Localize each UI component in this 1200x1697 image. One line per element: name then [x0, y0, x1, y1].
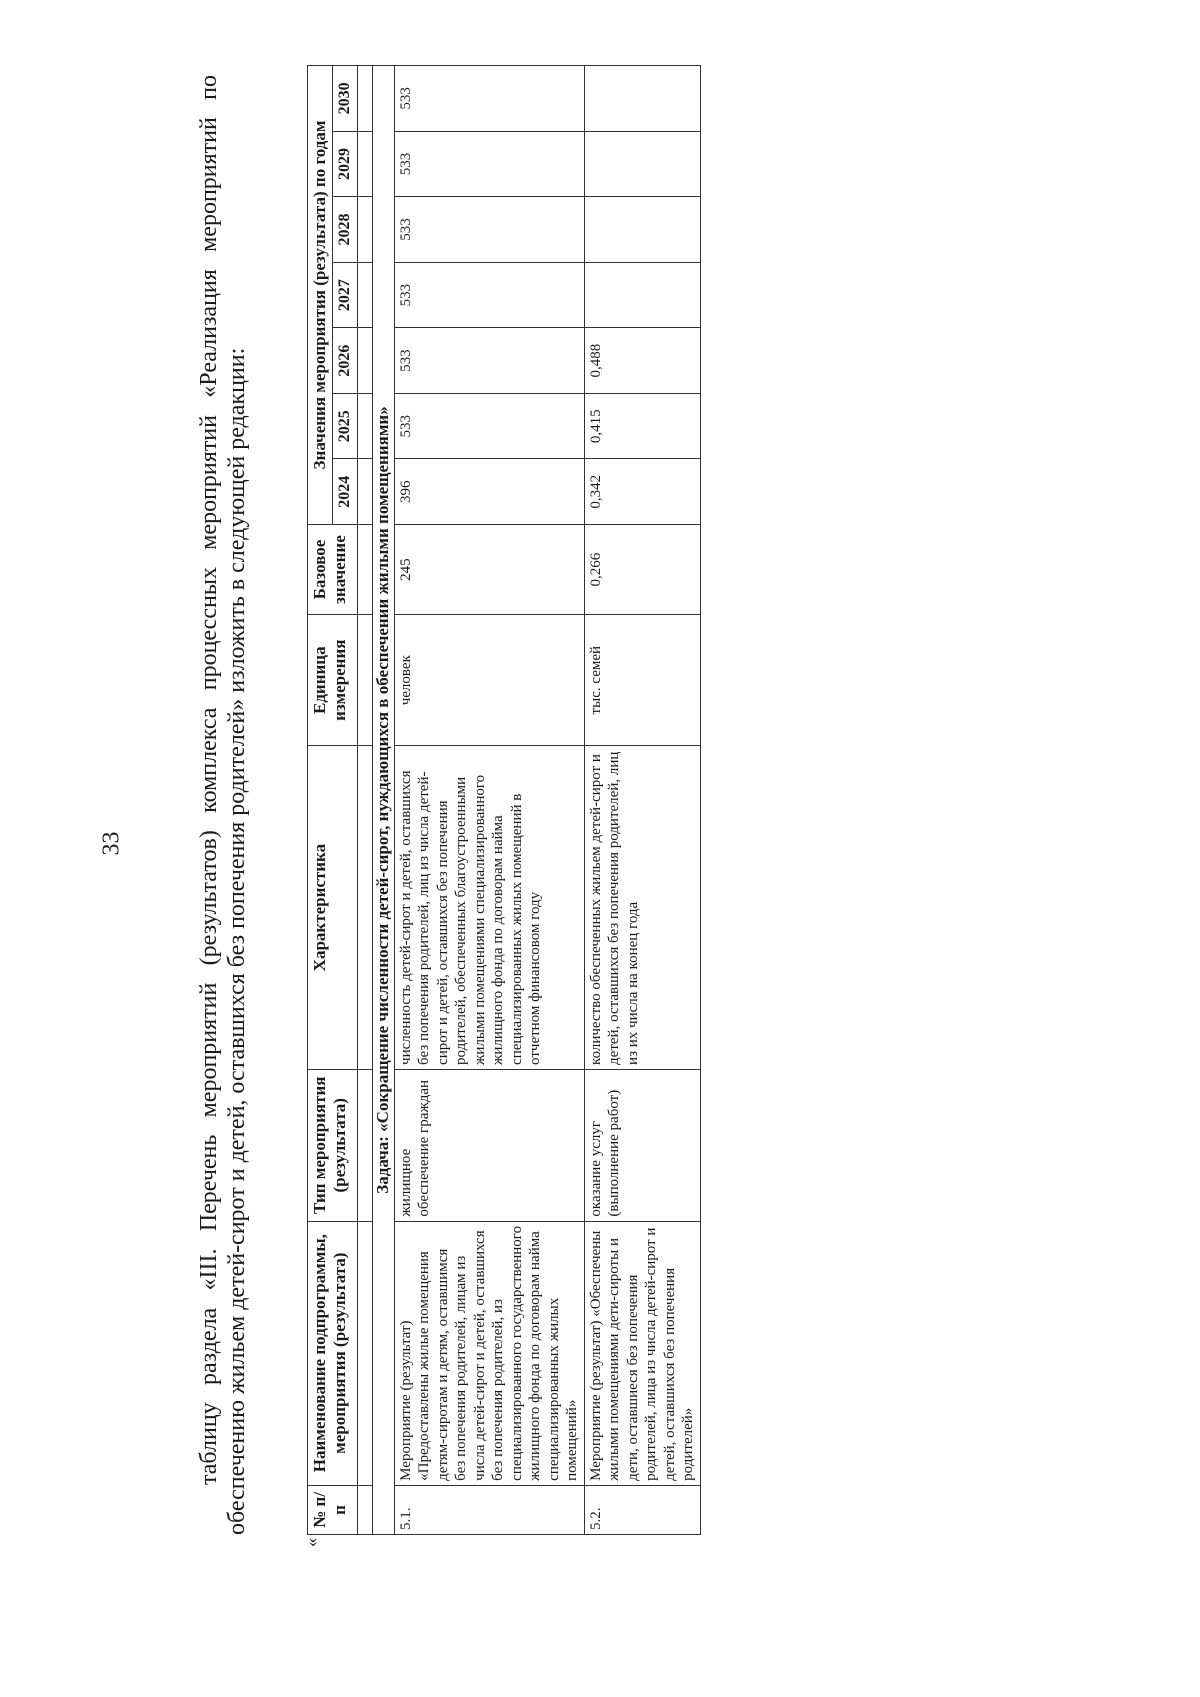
row-year-value: 0,488: [584, 328, 700, 394]
row-year-value: 0,342: [584, 459, 700, 525]
header-name: Наименование подпрограммы, мероприятия (результата): [308, 1221, 358, 1485]
page-number: 33: [98, 831, 125, 856]
blank-row: [358, 66, 373, 1535]
task-title: Задача: «Сокращение численности детей-сирот, нуждающихся в обеспечении жилыми помещениями»: [373, 66, 395, 1535]
opening-quote: «: [301, 1538, 321, 1547]
row-unit: человек: [394, 615, 584, 746]
header-values-by-year: Значения мероприятия (результата) по годам: [308, 66, 333, 525]
header-base-value: Базовое значение: [308, 525, 358, 615]
table-row: [584, 66, 700, 1535]
row-year-value: 533: [394, 66, 584, 132]
row-year-value: [584, 197, 700, 263]
header-year: 2026: [333, 328, 358, 394]
header-year: 2025: [333, 393, 358, 459]
row-year-value: 396: [394, 459, 584, 525]
header-year: 2028: [333, 197, 358, 263]
intro-text: таблицу раздела «III. Перечень мероприятий (результатов) комплекса процессных мероприятий «Реализация мероприятий по обеспечению жильем детей-сирот и детей, оставшихся без попечения родителей» изложить в следующей редакции:: [196, 75, 250, 1535]
table-wrapper: [301, 65, 701, 1547]
row-name: Мероприятие (результат) «Предоставлены жилые помещения детям-сиротам и детям, оставшимся без попечения родителей, лицам из числа детей-сирот и детей, оставшихся без попечения родителей, из специализированного государственного жилищного фонда по договорам найма специализированных жилых помещений»: [394, 1221, 584, 1485]
row-year-value: 0,415: [584, 393, 700, 459]
header-year: 2024: [333, 459, 358, 525]
table-row: [394, 66, 584, 1535]
task-row: [373, 66, 395, 1535]
row-unit: тыс. семей: [584, 615, 700, 746]
intro-paragraph: [195, 75, 251, 1535]
results-table: [307, 65, 701, 1535]
row-year-value: [584, 131, 700, 197]
row-type: оказание услуг (выполнение работ): [584, 1069, 700, 1221]
row-characteristic: количество обеспеченных жильем детей-сирот и детей, оставшихся без попечения родителей, лиц из их числа на конец года: [584, 746, 700, 1070]
row-year-value: 533: [394, 328, 584, 394]
header-row-1: [308, 66, 333, 1535]
header-unit: Единица измерения: [308, 615, 358, 746]
row-year-value: [584, 66, 700, 132]
row-num: 5.1.: [394, 1485, 584, 1534]
row-base-value: 0,266: [584, 525, 700, 615]
row-type: жилищное обеспечение граждан: [394, 1069, 584, 1221]
header-year: 2029: [333, 131, 358, 197]
header-year: 2030: [333, 66, 358, 132]
header-type: Тип мероприятия (результата): [308, 1069, 358, 1221]
row-year-value: 533: [394, 393, 584, 459]
row-year-value: 533: [394, 131, 584, 197]
row-year-value: [584, 262, 700, 328]
row-characteristic: численность детей-сирот и детей, оставшихся без попечения родителей, лиц из числа детей-сирот и детей, оставшихся без попечения родителей, обеспеченных благоустроенными жилыми помещениями специализированного жилищного фонда по договорам найма специализированных жилых помещений в отчетном финансовом году: [394, 746, 584, 1070]
row-name: Мероприятие (результат) «Обеспечены жилыми помещениями дети-сироты и дети, оставшиеся без попечения родителей, лица из числа детей-сирот и детей, оставшихся без попечения родителей»: [584, 1221, 700, 1485]
row-num: 5.2.: [584, 1485, 700, 1534]
row-year-value: 533: [394, 262, 584, 328]
header-year: 2027: [333, 262, 358, 328]
header-num: № п/п: [308, 1485, 358, 1534]
row-base-value: 245: [394, 525, 584, 615]
row-year-value: 533: [394, 197, 584, 263]
rotated-content: [195, 15, 1195, 1547]
header-characteristic: Характеристика: [308, 746, 358, 1070]
